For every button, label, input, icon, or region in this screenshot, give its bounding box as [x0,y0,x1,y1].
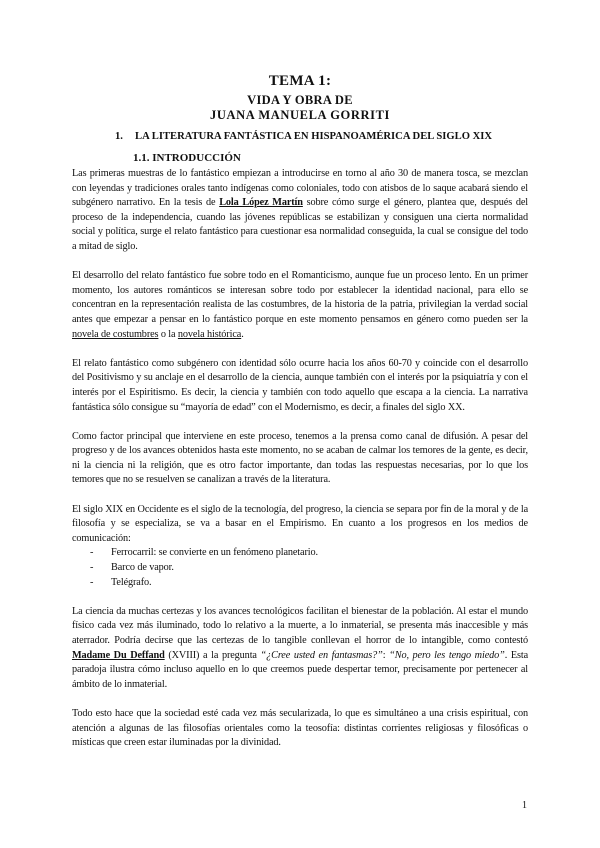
progress-list [72,546,528,590]
p1-text-a: Las primeras muestras de lo fantástico empiezan a introducirse en torno al año 30 de manera tosca, se mezclan con leyendas y tradiciones orales tanto indígenas como coloniales, todo con atisbos de lo saque acabará siendo el subgénero narrativo. En la tesis de [72,168,528,209]
quote-answer: “No, pero les tengo miedo” [389,649,505,661]
paragraph-3: El relato fantástico como subgénero con identidad sólo ocurre hacia los años 60-70 y coincide con el desarrollo del Positivismo y su anclaje en el desarrollo de la ciencia, aunque también con el interés por la psiquiatría y con el interés por el Espiritismo. Es decir, la ciencia y también con todo aquello que escapa a la ciencia. La narrativa fantástica sólo consigue su “mayoría de edad” con el Modernismo, es decir, a finales del siglo XX. [72,357,528,413]
p6-sep: : [382,649,390,661]
p2-text-mid: o la [158,328,178,340]
section-heading [115,131,492,142]
document-body [72,167,528,765]
subsection-heading: 1.1. INTRODUCCIÓN [133,152,241,164]
section-number: 1. [115,131,123,142]
paragraph-5: El siglo XIX en Occidente es el siglo de la tecnología, del progreso, la ciencia se separa por fin de la moral y de la filosofía y se especializa, se va a basar en el Empirismo. En cuanto a los progresos en los medios de comunicación: [72,503,528,544]
p2-text-end: . [241,328,244,340]
quoted-person-name: Madame Du Deffand [72,649,165,661]
p6-text-c: . Esta paradoja ilustra cómo incluso aquello en lo que creemos puede despertar temor, precisamente por pertenecer al ámbito de lo inmaterial. [72,649,528,690]
section-heading-text: LA LITERATURA FANTÁSTICA EN HISPANOAMÉRICA DEL SIGLO XIX [135,131,493,142]
author-name: Lola López Martín [219,197,303,209]
paragraph-4: Como factor principal que interviene en este proceso, tenemos a la prensa como canal de difusión. A pesar del progreso y de los avances obtenidos hasta este momento, no se acaban de calmar los temores de la gente, es decir, ni la ciencia ni la religión, que es otro factor importante, dan todas las respuestas necesarias, por lo que los temores que no se resuelven se canalizan a través de la literatura. [72,430,528,486]
genre-novela-historica: novela histórica [177,328,242,340]
genre-novela-costumbres: novela de costumbres [72,328,159,340]
page-title: TEMA 1: [268,73,332,89]
page-number: 1 [522,800,527,811]
paragraph-6 [72,605,528,693]
paragraph-7: Todo esto hace que la sociedad esté cada vez más secularizada, lo que es simultáneo a una crisis espiritual, con atención a algunas de las filosofías orientales como la teosofía: distintas corrientes religiosas y filosóficas o místicas que creen estar iluminadas por la divinidad. [72,707,528,749]
p6-text-b: (XVIII) a la pregunta [164,649,261,661]
p2-text-a: El desarrollo del relato fantástico fue sobre todo en el Romanticismo, aunque fue un proceso lento. En un primer momento, los autores románticos se interesan sobre todo por establecer la identidad nacional, para ello se concentran en la representación realista de las costumbres, de la historia de la patria, privilegian la verdad social antes que empezar a pensar en lo fantástico porque en este momento pensamos en género como pueden ser la [72,270,528,325]
p1-text-b: sobre cómo surge el género, plantea que, después del proceso de la independencia, cuando las jóvenes repúblicas se estabilizan y consiguen una cierta normalidad social y política, surge el relato fantástico para cuestionar esa normalidad conseguida, la cual se consigue del todo a mitad de siglo. [72,197,528,252]
list-item: - Ferrocarril: se convierte en un fenómeno planetario. [90,546,528,561]
quote-question: “¿Cree usted en fantasmas?” [260,649,383,661]
list-item: - Telégrafo. [90,576,528,591]
paragraph-2 [72,269,528,342]
paragraph-1 [72,167,528,255]
p6-text-a: La ciencia da muchas certezas y los avances tecnológicos facilitan el bienestar de la población. Al estar el mundo físico cada vez más iluminado, todo lo relativo a la muerte, a lo inmaterial, se presenta más inaccesible y más aterrador. Podría decirse que las certezas de lo tangible conllevan el horror de lo intangible, como contestó [72,605,528,646]
list-item: - Barco de vapor. [90,561,528,576]
title-line-2: VIDA Y OBRA DE [247,93,353,107]
title-line-3: JUANA MANUELA GORRITI [210,108,390,122]
